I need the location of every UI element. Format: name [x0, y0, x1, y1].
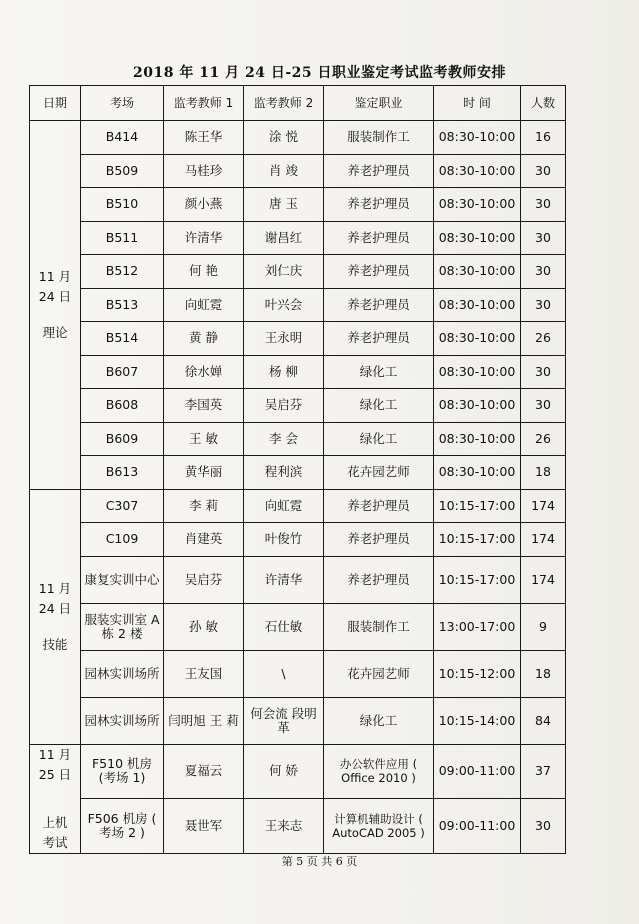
cell-time: 08:30-10:00 — [434, 322, 521, 356]
cell-time: 10:15-17:00 — [434, 523, 521, 557]
cell-time: 08:30-10:00 — [434, 188, 521, 222]
table-header-row — [30, 86, 566, 121]
cell-time: 08:30-10:00 — [434, 422, 521, 456]
cell-time: 09:00-11:00 — [434, 799, 521, 854]
date-line: 理论 — [42, 324, 68, 340]
cell-proctor-2: \ — [244, 650, 324, 697]
cell-time: 08:30-10:00 — [434, 221, 521, 255]
page-footer: 第 5 页 共 6 页 — [281, 855, 358, 868]
header-room: 考场 — [81, 86, 164, 121]
cell-proctor-2: 王来志 — [244, 799, 324, 854]
cell-count: 16 — [521, 121, 566, 155]
cell-time: 08:30-10:00 — [434, 389, 521, 423]
date-cell — [30, 121, 81, 490]
cell-occupation: 养老护理员 — [324, 154, 434, 188]
cell-proctor-2: 何会流 段明革 — [244, 697, 324, 744]
header-proctor-1: 监考教师 1 — [164, 86, 244, 121]
cell-room: B510 — [81, 188, 164, 222]
cell-room: C109 — [81, 523, 164, 557]
cell-time: 10:15-14:00 — [434, 697, 521, 744]
cell-proctor-1: 马桂珍 — [164, 154, 244, 188]
date-line: 考试 — [42, 834, 68, 850]
cell-count: 30 — [521, 288, 566, 322]
cell-room: B513 — [81, 288, 164, 322]
cell-proctor-1: 许清华 — [164, 221, 244, 255]
cell-occupation: 绿化工 — [324, 697, 434, 744]
cell-proctor-1: 黄华丽 — [164, 456, 244, 490]
cell-room: B512 — [81, 255, 164, 289]
date-cell — [30, 489, 81, 744]
cell-count: 26 — [521, 422, 566, 456]
table-row — [30, 650, 566, 697]
table-row — [30, 154, 566, 188]
cell-occupation: 花卉园艺师 — [324, 650, 434, 697]
cell-proctor-1: 颜小燕 — [164, 188, 244, 222]
cell-room: C307 — [81, 489, 164, 523]
cell-occupation: 养老护理员 — [324, 556, 434, 603]
cell-proctor-1: 闫明旭 王 莉 — [164, 697, 244, 744]
cell-occupation: 养老护理员 — [324, 188, 434, 222]
table-row — [30, 188, 566, 222]
cell-time: 08:30-10:00 — [434, 456, 521, 490]
table-row — [30, 221, 566, 255]
cell-count: 84 — [521, 697, 566, 744]
cell-room: 园林实训场所 — [81, 650, 164, 697]
cell-time: 10:15-17:00 — [434, 556, 521, 603]
table-row — [30, 322, 566, 356]
cell-proctor-2: 王永明 — [244, 322, 324, 356]
cell-occupation: 绿化工 — [324, 389, 434, 423]
table-row — [30, 456, 566, 490]
cell-count: 18 — [521, 456, 566, 490]
cell-room: F506 机房 ( 考场 2 ) — [81, 799, 164, 854]
date-line: 11 月 — [38, 268, 72, 284]
date-line: 25 日 — [38, 766, 72, 782]
cell-proctor-2: 向虹霓 — [244, 489, 324, 523]
cell-count: 9 — [521, 603, 566, 650]
cell-proctor-2: 谢昌红 — [244, 221, 324, 255]
cell-occupation: 计算机辅助设计 ( AutoCAD 2005 ) — [324, 799, 434, 854]
cell-proctor-1: 肖建英 — [164, 523, 244, 557]
cell-proctor-2: 涂 悦 — [244, 121, 324, 155]
table-row — [30, 556, 566, 603]
cell-proctor-2: 叶俊竹 — [244, 523, 324, 557]
header-proctor-2: 监考教师 2 — [244, 86, 324, 121]
cell-time: 10:15-17:00 — [434, 489, 521, 523]
cell-proctor-1: 李国英 — [164, 389, 244, 423]
cell-occupation: 养老护理员 — [324, 255, 434, 289]
cell-room: 服装实训室 A 栋 2 楼 — [81, 603, 164, 650]
cell-time: 08:30-10:00 — [434, 154, 521, 188]
cell-time: 13:00-17:00 — [434, 603, 521, 650]
table-row — [30, 255, 566, 289]
cell-occupation: 养老护理员 — [324, 322, 434, 356]
cell-proctor-2: 杨 柳 — [244, 355, 324, 389]
table-row — [30, 799, 566, 854]
cell-count: 30 — [521, 255, 566, 289]
page-title: 2018 年 11 月 24 日-25 日职业鉴定考试监考教师安排 — [133, 65, 506, 81]
cell-room: B608 — [81, 389, 164, 423]
date-line: 上机 — [42, 814, 68, 830]
table-row — [30, 121, 566, 155]
cell-count: 26 — [521, 322, 566, 356]
cell-proctor-1: 何 艳 — [164, 255, 244, 289]
cell-proctor-2: 唐 玉 — [244, 188, 324, 222]
cell-proctor-1: 李 莉 — [164, 489, 244, 523]
date-line: 11 月 — [38, 746, 72, 762]
cell-time: 08:30-10:00 — [434, 121, 521, 155]
schedule-table — [29, 85, 566, 854]
cell-proctor-1: 王友国 — [164, 650, 244, 697]
cell-proctor-2: 吴启芬 — [244, 389, 324, 423]
header-occupation: 鉴定职业 — [324, 86, 434, 121]
header-count: 人数 — [521, 86, 566, 121]
cell-proctor-2: 叶兴会 — [244, 288, 324, 322]
cell-proctor-1: 吴启芬 — [164, 556, 244, 603]
cell-proctor-2: 程利滨 — [244, 456, 324, 490]
header-date: 日期 — [30, 86, 81, 121]
cell-proctor-2: 肖 竣 — [244, 154, 324, 188]
cell-proctor-1: 陈王华 — [164, 121, 244, 155]
table-row — [30, 422, 566, 456]
cell-occupation: 养老护理员 — [324, 288, 434, 322]
cell-proctor-2: 刘仁庆 — [244, 255, 324, 289]
cell-room: 园林实训场所 — [81, 697, 164, 744]
date-line: 24 日 — [38, 288, 72, 304]
cell-occupation: 办公软件应用 ( Office 2010 ) — [324, 744, 434, 799]
cell-room: B607 — [81, 355, 164, 389]
cell-occupation: 花卉园艺师 — [324, 456, 434, 490]
cell-room: B609 — [81, 422, 164, 456]
cell-count: 30 — [521, 799, 566, 854]
cell-count: 30 — [521, 355, 566, 389]
cell-room: B414 — [81, 121, 164, 155]
cell-count: 174 — [521, 556, 566, 603]
cell-time: 08:30-10:00 — [434, 288, 521, 322]
date-line: 11 月 — [38, 580, 72, 596]
table-row — [30, 603, 566, 650]
cell-occupation: 养老护理员 — [324, 489, 434, 523]
cell-count: 18 — [521, 650, 566, 697]
cell-proctor-1: 聂世军 — [164, 799, 244, 854]
table-row — [30, 744, 566, 799]
cell-count: 30 — [521, 389, 566, 423]
table-row — [30, 355, 566, 389]
cell-count: 37 — [521, 744, 566, 799]
cell-proctor-1: 向虹霓 — [164, 288, 244, 322]
cell-proctor-2: 李 会 — [244, 422, 324, 456]
cell-room: 康复实训中心 — [81, 556, 164, 603]
cell-count: 174 — [521, 489, 566, 523]
cell-time: 08:30-10:00 — [434, 255, 521, 289]
cell-time: 08:30-10:00 — [434, 355, 521, 389]
cell-room: B613 — [81, 456, 164, 490]
table-row — [30, 697, 566, 744]
date-line: 技能 — [42, 636, 68, 652]
cell-proctor-1: 王 敏 — [164, 422, 244, 456]
table-row — [30, 523, 566, 557]
cell-occupation: 养老护理员 — [324, 523, 434, 557]
cell-occupation: 服装制作工 — [324, 121, 434, 155]
table-row — [30, 489, 566, 523]
cell-count: 30 — [521, 221, 566, 255]
date-line: 24 日 — [38, 600, 72, 616]
table-row — [30, 389, 566, 423]
cell-room: B514 — [81, 322, 164, 356]
date-cell — [30, 744, 81, 853]
cell-proctor-1: 徐水婵 — [164, 355, 244, 389]
cell-proctor-1: 孙 敏 — [164, 603, 244, 650]
cell-room: B511 — [81, 221, 164, 255]
cell-occupation: 绿化工 — [324, 355, 434, 389]
cell-proctor-2: 许清华 — [244, 556, 324, 603]
cell-proctor-1: 夏福云 — [164, 744, 244, 799]
cell-time: 09:00-11:00 — [434, 744, 521, 799]
cell-room: B509 — [81, 154, 164, 188]
cell-occupation: 养老护理员 — [324, 221, 434, 255]
table-row — [30, 288, 566, 322]
cell-proctor-2: 石仕敏 — [244, 603, 324, 650]
cell-count: 30 — [521, 154, 566, 188]
cell-occupation: 服装制作工 — [324, 603, 434, 650]
cell-room: F510 机房 (考场 1) — [81, 744, 164, 799]
cell-occupation: 绿化工 — [324, 422, 434, 456]
header-time: 时 间 — [434, 86, 521, 121]
cell-time: 10:15-12:00 — [434, 650, 521, 697]
cell-proctor-2: 何 娇 — [244, 744, 324, 799]
cell-count: 174 — [521, 523, 566, 557]
cell-proctor-1: 黄 静 — [164, 322, 244, 356]
cell-count: 30 — [521, 188, 566, 222]
